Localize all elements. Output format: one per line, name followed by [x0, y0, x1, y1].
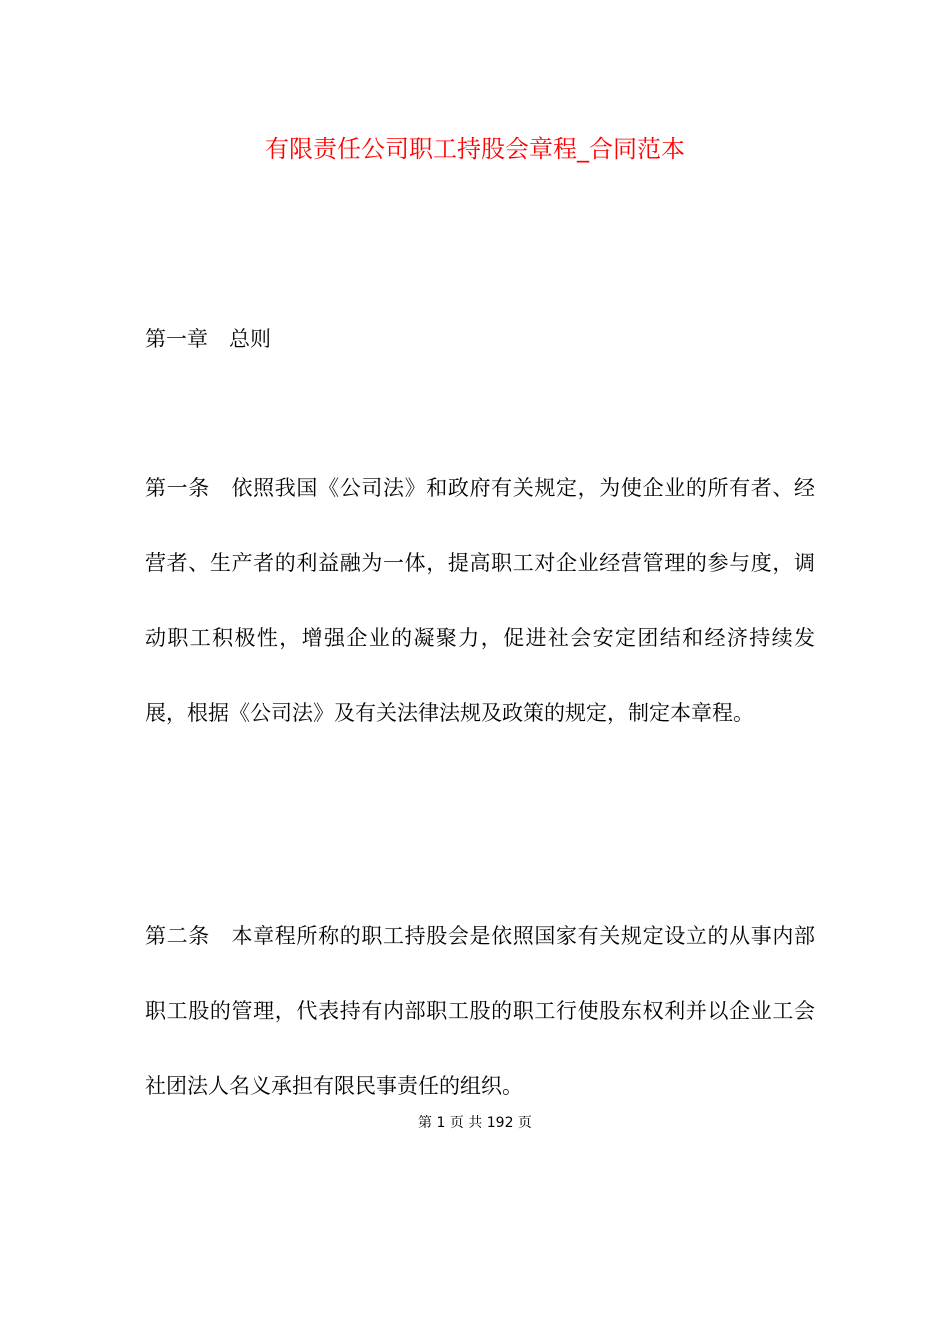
page-number-footer: 第 1 页 共 192 页	[418, 1115, 532, 1131]
chapter-heading: 第一章 总则	[145, 327, 271, 351]
article-2: 第二条 本章程所称的职工持股会是依照国家有关规定设立的从事内部职工股的管理，代表持有内部职工股的职工行使股东权利并以企业工会社团法人名义承担有限民事责任的组织。	[145, 924, 815, 1098]
article-1: 第一条 依照我国《公司法》和政府有关规定，为使企业的所有者、经营者、生产者的利益融为一体，提高职工对企业经营管理的参与度，调动职工积极性，增强企业的凝聚力，促进社会安定团结和经济持续发展，根据《公司法》及有关法律法规及政策的规定，制定本章程。	[145, 476, 815, 725]
document-title: 有限责任公司职工持股会章程_合同范本	[265, 135, 685, 163]
